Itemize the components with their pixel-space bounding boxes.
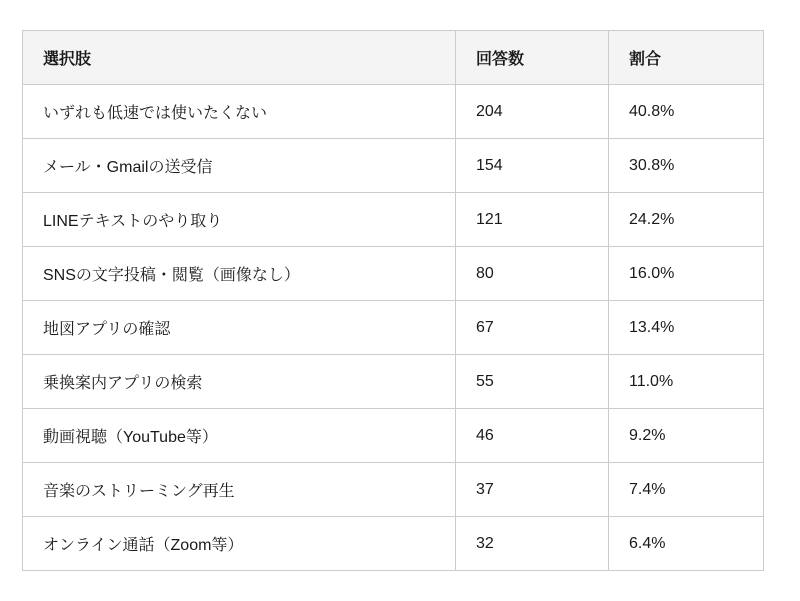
cell-percent: 16.0%: [609, 247, 764, 301]
table-header-row: [23, 31, 764, 85]
cell-count: 80: [456, 247, 609, 301]
cell-choice: 乗換案内アプリの検索: [23, 355, 456, 409]
cell-choice: LINEテキストのやり取り: [23, 193, 456, 247]
column-header-choice: 選択肢: [23, 31, 456, 85]
table-row: [23, 409, 764, 463]
table-row: [23, 139, 764, 193]
cell-percent: 13.4%: [609, 301, 764, 355]
cell-count: 154: [456, 139, 609, 193]
cell-count: 32: [456, 517, 609, 571]
cell-choice: 音楽のストリーミング再生: [23, 463, 456, 517]
survey-results-table: [22, 30, 764, 571]
cell-percent: 11.0%: [609, 355, 764, 409]
column-header-percent: 割合: [609, 31, 764, 85]
cell-choice: 動画視聴（YouTube等）: [23, 409, 456, 463]
cell-count: 55: [456, 355, 609, 409]
cell-choice: メール・Gmailの送受信: [23, 139, 456, 193]
table-row: [23, 193, 764, 247]
cell-percent: 40.8%: [609, 85, 764, 139]
cell-choice: 地図アプリの確認: [23, 301, 456, 355]
cell-choice: オンライン通話（Zoom等）: [23, 517, 456, 571]
table-row: [23, 517, 764, 571]
table-row: [23, 355, 764, 409]
cell-percent: 30.8%: [609, 139, 764, 193]
cell-percent: 9.2%: [609, 409, 764, 463]
cell-count: 121: [456, 193, 609, 247]
cell-choice: SNSの文字投稿・閲覧（画像なし）: [23, 247, 456, 301]
cell-choice: いずれも低速では使いたくない: [23, 85, 456, 139]
column-header-count: 回答数: [456, 31, 609, 85]
cell-percent: 24.2%: [609, 193, 764, 247]
table-row: [23, 247, 764, 301]
cell-count: 37: [456, 463, 609, 517]
table-row: [23, 463, 764, 517]
cell-percent: 7.4%: [609, 463, 764, 517]
table-row: [23, 85, 764, 139]
cell-percent: 6.4%: [609, 517, 764, 571]
cell-count: 67: [456, 301, 609, 355]
cell-count: 204: [456, 85, 609, 139]
table-row: [23, 301, 764, 355]
cell-count: 46: [456, 409, 609, 463]
